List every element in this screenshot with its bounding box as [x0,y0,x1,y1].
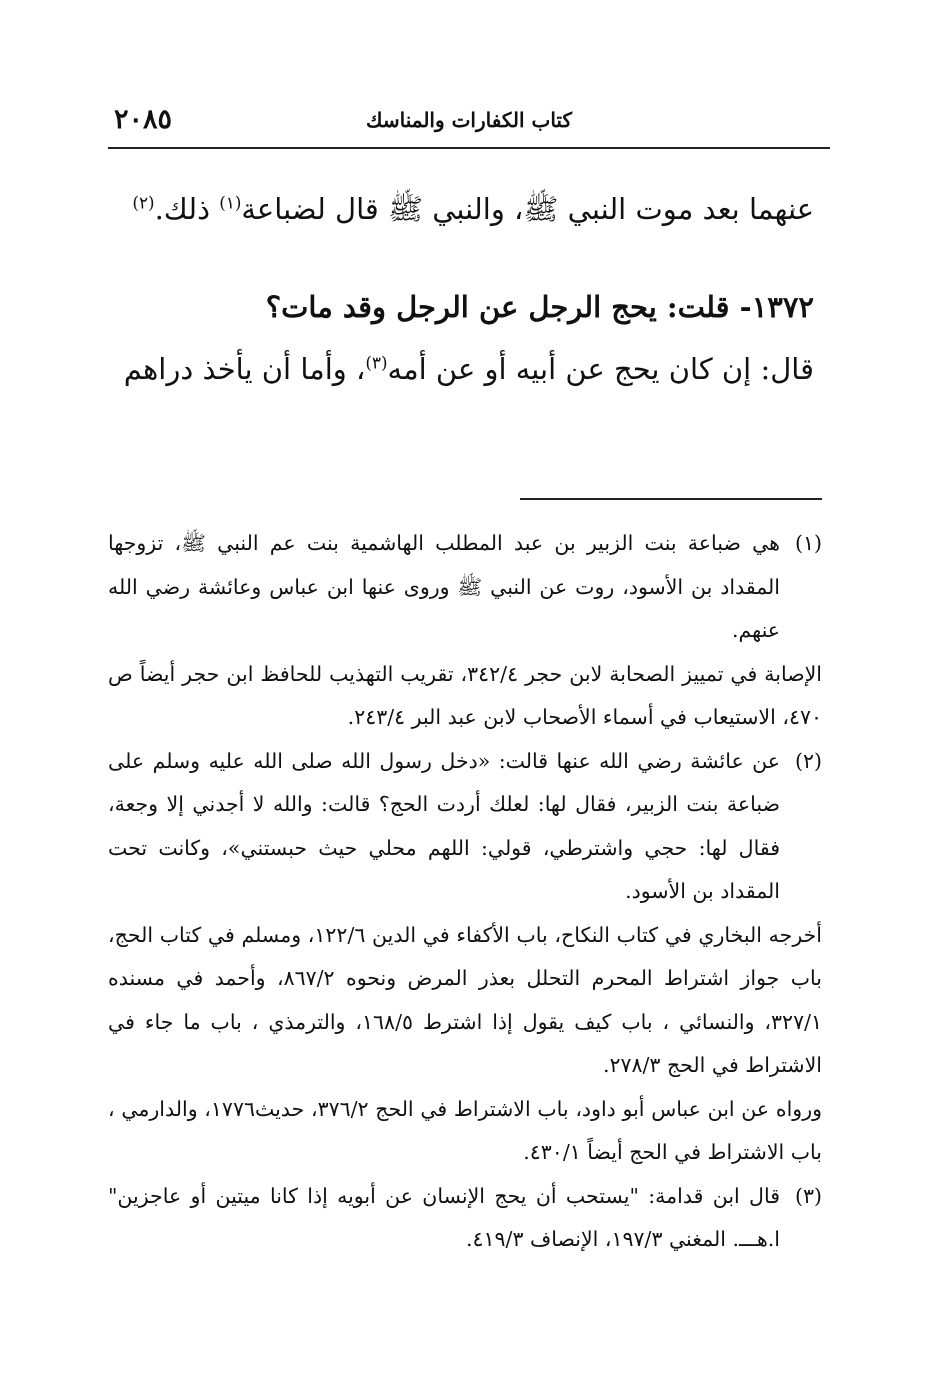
header-rule [108,147,830,149]
footnote-1 [108,522,822,653]
running-title: كتاب الكفارات والمناسك [366,108,572,132]
footnote-1-sources: الإصابة في تمييز الصحابة لابن حجر ٣٤٢/٤، تقريب التهذيب للحافظ ابن حجر أيضاً ص ٤٧٠، الاستيعاب في أسماء الأصحاب لابن عبد البر ٢٤٣/٤. [108,661,823,729]
answer-start: قال: إن كان يحج عن أبيه أو عن أمه [387,352,814,386]
footnote-ref-1[interactable]: (١) [219,192,242,213]
footnote-2-ibn-abbas: ورواه عن ابن عباس أبو داود، باب الاشتراط في الحج ٣٧٦/٢، حديث١٧٧٦، والدارمي ، باب الاشتراط في الحج أيضاً ٤٣٠/١. [108,1096,822,1164]
footnote-2 [108,740,822,914]
footnote-2-takhrij: أخرجه البخاري في كتاب النكاح، باب الأكفاء في الدين ١٢٢/٦، ومسلم في كتاب الحج، باب جواز اشتراط المحرم التحلل بعذر المرض ونحوه ٨٦٧/٢، وأحمد في مسنده ٣٢٧/١، والنسائي ، باب كيف يقول إذا اشترط ١٦٨/٥، والترمذي ، باب ما جاء في الاشتراط في الحج ٢٧٨/٣. [108,922,823,1077]
footnote-3 [108,1175,822,1262]
footnote-ref-3[interactable]: (٣) [365,352,388,373]
main-text [108,178,814,400]
footnote-2-text: عن عائشة رضي الله عنها قالت: «دخل رسول الله صلى الله عليه وسلم على ضباعة بنت الزبير، فقال لها: لعلك أردت الحج؟ قالت: والله لا أجدني إلا وجعة، فقال لها: حجي واشترطي، قولي: اللهم محلي حيث حبستني»، وكانت تحت المقداد بن الأسود. [108,748,780,903]
footnote-2-marker: (٢) [794,748,822,773]
question-1372: ١٣٧٢- قلت: يحج الرجل عن الرجل وقد مات؟ [265,290,814,324]
footnote-3-marker: (٣) [794,1183,822,1208]
footnote-separator [520,498,822,500]
footnote-1-text: هي ضباعة بنت الزبير بن عبد المطلب الهاشمية بنت عم النبي ﷺ، تزوجها المقداد بن الأسود، روت عن النبي ﷺ وروى عنها ابن عباس وعائشة رضي الله عنهم. [108,531,780,642]
footnote-ref-2[interactable]: (٢) [132,192,155,213]
main-line-2: ذلك. [154,192,210,226]
footnote-1-marker: (١) [794,531,822,555]
page-header [108,104,830,148]
continuation-paragraph [108,178,814,240]
answer-paragraph [108,338,814,400]
page-number: ٢٠٨٥ [114,104,173,135]
footnote-3-text: قال ابن قدامة: "يستحب أن يحج الإنسان عن أبويه إذا كانا ميتين أو عاجزين" ا.هـــ. المغني ١٩٧/٣، الإنصاف ٤١٩/٣. [108,1183,780,1251]
footnotes [108,522,822,1262]
main-line-1: عنهما بعد موت النبي ﷺ، والنبي ﷺ قال لضباعة [241,192,814,226]
answer-end: ، وأما أن يأخذ دراهم [123,352,366,386]
